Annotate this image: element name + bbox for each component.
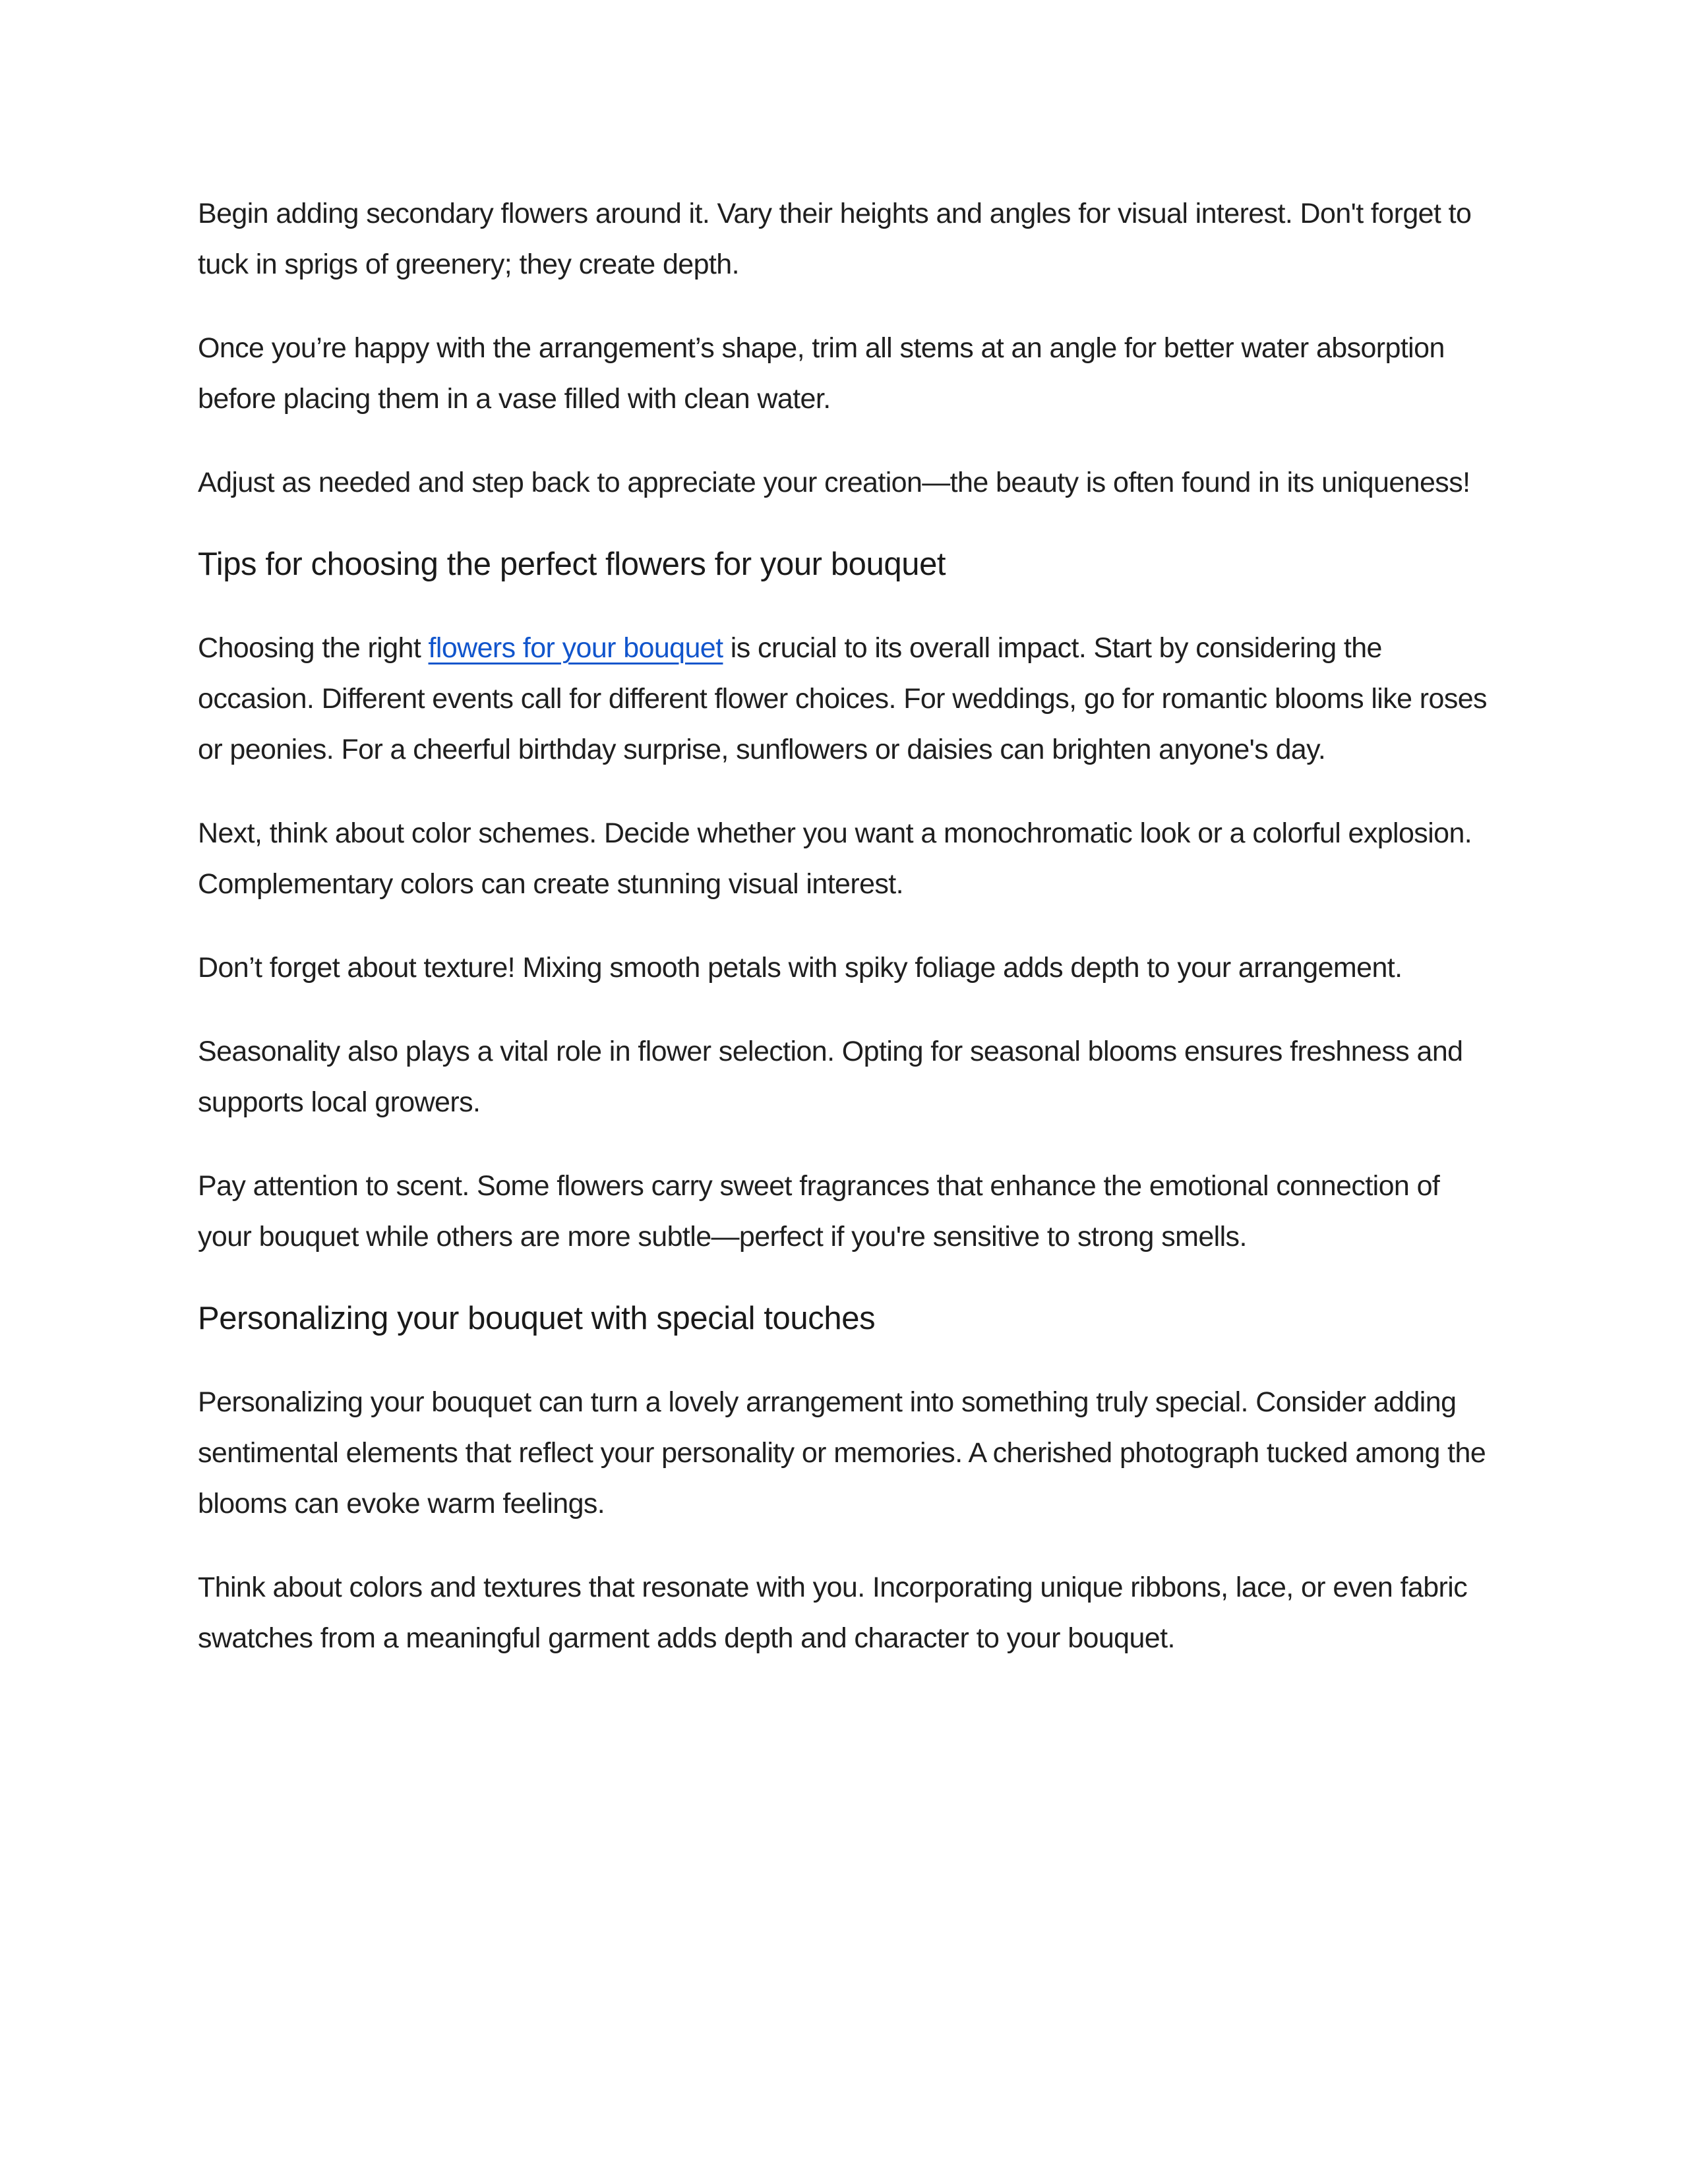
paragraph-scent: Pay attention to scent. Some flowers carry sweet fragrances that enhance the emotional connection of your bouquet while others are more subtle—perfect if you're sensitive to strong smells. <box>198 1170 1440 1253</box>
paragraph-seasonality: Seasonality also plays a vital role in flower selection. Opting for seasonal blooms ensures freshness and supports local growers. <box>198 1036 1463 1118</box>
paragraph-choosing-right-flowers <box>198 623 1490 775</box>
paragraph-texture: Don’t forget about texture! Mixing smooth petals with spiky foliage adds depth to your arrangement. <box>198 952 1402 984</box>
flowers-for-bouquet-link[interactable]: flowers for your bouquet <box>428 632 723 664</box>
heading-personalizing-bouquet: Personalizing your bouquet with special touches <box>198 1301 876 1336</box>
text-after-link: is crucial to its overall impact. Start by considering the occasion. Different events call for different flower choices. For weddings, go for romantic blooms like roses or peonies. For a cheerful birthday surprise, sunflowers or daisies can brighten anyone's day. <box>198 632 1487 765</box>
paragraph-trim-stems: Once you’re happy with the arrangement’s shape, trim all stems at an angle for better water absorption before placing them in a vase filled with clean water. <box>198 332 1445 415</box>
paragraph-color-schemes: Next, think about color schemes. Decide whether you want a monochromatic look or a colorful explosion. Complementary colors can create stunning visual interest. <box>198 817 1472 900</box>
document-page <box>198 189 1490 1697</box>
text-before-link: Choosing the right <box>198 632 429 664</box>
paragraph-adjust-creation: Adjust as needed and step back to appreciate your creation—the beauty is often found in its uniqueness! <box>198 467 1470 498</box>
paragraph-colors-textures: Think about colors and textures that resonate with you. Incorporating unique ribbons, lace, or even fabric swatches from a meaningful garment adds depth and character to your bouquet. <box>198 1572 1468 1654</box>
heading-tips-choosing-flowers: Tips for choosing the perfect flowers for your bouquet <box>198 546 946 582</box>
paragraph-personalizing: Personalizing your bouquet can turn a lovely arrangement into something truly special. Consider adding sentimental elements that reflect your personality or memories. A cherished photograph tucked among the blooms can evoke warm feelings. <box>198 1386 1486 1520</box>
paragraph-secondary-flowers: Begin adding secondary flowers around it. Vary their heights and angles for visual interest. Don't forget to tuck in sprigs of greenery; they create depth. <box>198 198 1472 280</box>
